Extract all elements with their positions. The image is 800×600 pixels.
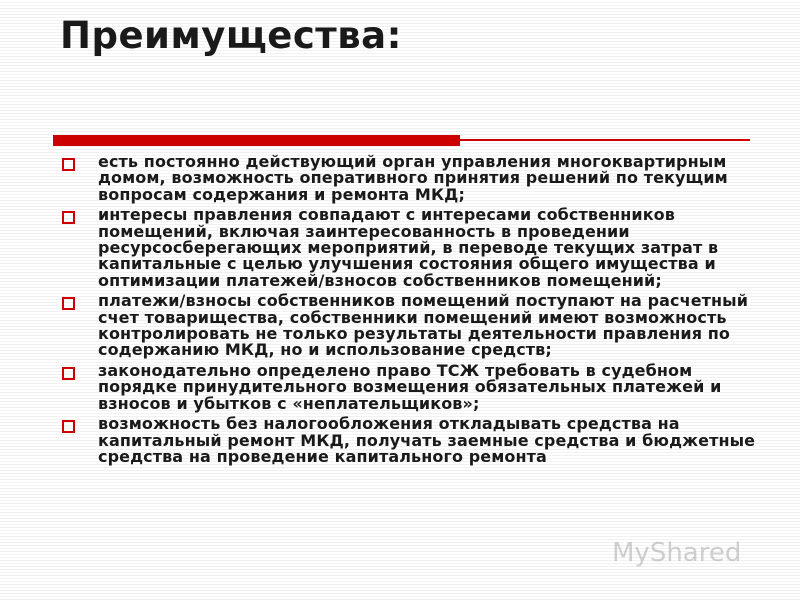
list-item-text: платежи/взносы собственников помещений поступают на расчетный счет товарищества, собственники помещений имеют возможность контролировать не только результаты деятельности правления по содержанию МКД, но и использование средств;	[98, 291, 749, 360]
hollow-square-icon	[62, 158, 75, 171]
hollow-square-icon	[62, 297, 75, 310]
list-item	[58, 416, 773, 465]
hollow-square-icon	[62, 367, 75, 380]
watermark: MyShared	[612, 538, 742, 568]
list-item-text: есть постоянно действующий орган управления многоквартирным домом, возможность оперативного принятия решений по текущим вопросам содержания и ремонта МКД;	[98, 152, 728, 204]
title-rule-thin-segment	[460, 139, 750, 141]
advantages-list	[58, 154, 773, 469]
hollow-square-icon	[62, 420, 75, 433]
list-item-text: возможность без налогообложения откладывать средства на капитальный ремонт МКД, получать заемные средства и бюджетные средства на проведение капитального ремонта	[98, 414, 756, 466]
hollow-square-icon	[62, 211, 75, 224]
title-rule-thick-segment	[53, 135, 460, 146]
list-item	[58, 154, 773, 203]
list-item-text: интересы правления совпадают с интересами собственников помещений, включая заинтересованность в проведении ресурсосберегающих мероприятий, в переводе текущих затрат в капитальные с целью улучшения состояния общего имущества и оптимизации платежей/взносов собственников помещений;	[98, 205, 719, 290]
list-item	[58, 293, 773, 359]
list-item-text: законодательно определено право ТСЖ требовать в судебном порядке принудительного возмещения обязательных платежей и взносов и убытков с «неплательщиков»;	[98, 360, 722, 413]
title-underline-rule	[53, 135, 750, 147]
slide-title: Преимущества:	[60, 14, 402, 57]
list-item	[58, 207, 773, 289]
list-item	[58, 360, 773, 413]
